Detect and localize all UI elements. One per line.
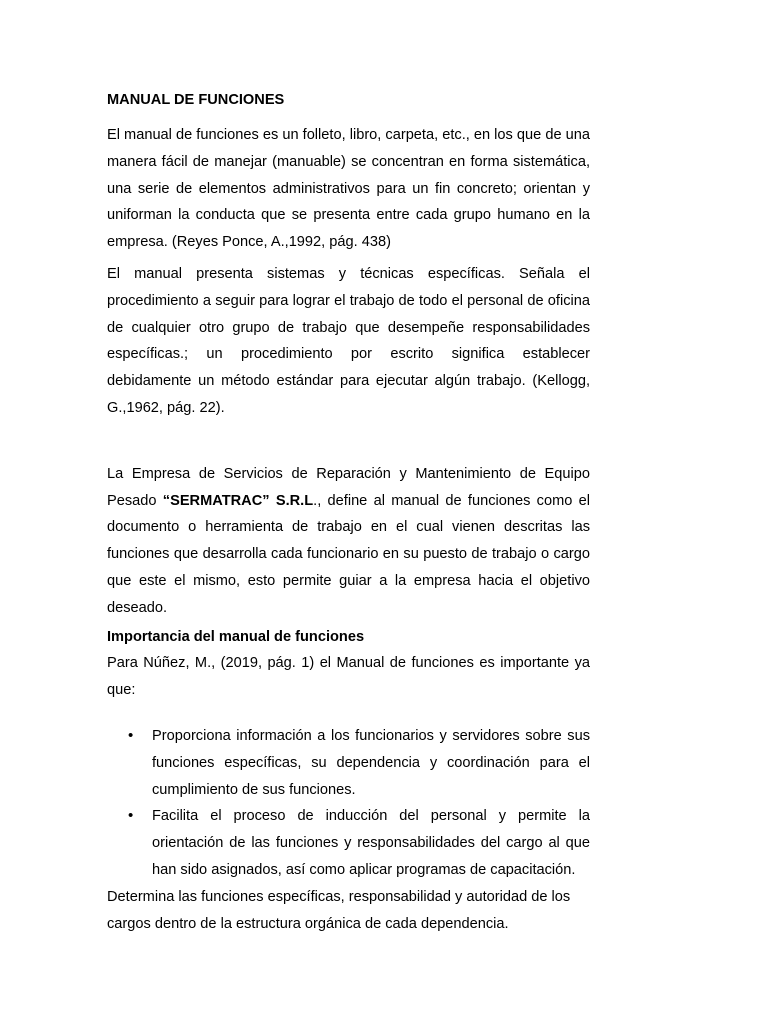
company-text-after: ., define al manual de funciones como el documento o herramienta de trabajo en el cual vienen descritas las funciones que desarrolla cada funcionario en su puesto de trabajo o cargo que este el mismo, esto permite guiar a la empresa hacia el objetivo deseado. bbox=[107, 492, 590, 616]
document-title: MANUAL DE FUNCIONES bbox=[107, 92, 285, 108]
company-text-before: La Empresa de Servicios de Reparación y Mantenimiento de Equipo Pesado bbox=[107, 465, 590, 509]
importance-intro: Para Núñez, M., (2019, pág. 1) el Manual de funciones es importante ya que: bbox=[107, 655, 590, 699]
importance-heading: Importancia del manual de funciones bbox=[107, 628, 365, 645]
list-item-text: Proporciona información a los funcionarios y servidores sobre sus funciones específicas, su dependencia y coordinación para el cumplimiento de sus funciones. bbox=[152, 727, 590, 798]
list-item-text: Facilita el proceso de inducción del personal y permite la orientación de las funciones y responsabilidades del cargo al que han sido asignados, así como aplicar programas de capacitación. bbox=[152, 808, 590, 878]
paragraph-manual-description: El manual presenta sistemas y técnicas específicas. Señala el procedimiento a seguir para lograr el trabajo de todo el personal de oficina de cualquier otro grupo de trabajo que desempeñe responsabilidades específicas.; un procedimiento por escrito significa establecer debidamente un método estándar para ejecutar algún trabajo. (Kellogg, G.,1962, pág. 22). bbox=[107, 265, 590, 416]
paragraph-company-definition bbox=[107, 461, 590, 622]
paragraph-definition: El manual de funciones es un folleto, libro, carpeta, etc., en los que de una manera fácil de manejar (manuable) se concentran en forma sistemática, una serie de elementos administrativos para un fin concreto; orientan y uniforman la conducta que se presenta entre cada grupo humano en la empresa. (Reyes Ponce, A.,1992, pág. 438) bbox=[107, 127, 590, 251]
bullet-icon: • bbox=[128, 807, 134, 825]
document-page bbox=[107, 88, 590, 937]
list-item bbox=[107, 723, 590, 803]
list-item bbox=[107, 803, 590, 883]
company-name: “SERMATRAC” S.R.L bbox=[162, 492, 314, 509]
importance-list bbox=[107, 723, 590, 884]
closing-paragraph: Determina las funciones específicas, responsabilidad y autoridad de los cargos dentro de la estructura orgánica de cada dependencia. bbox=[107, 888, 571, 932]
bullet-icon: • bbox=[128, 726, 134, 744]
